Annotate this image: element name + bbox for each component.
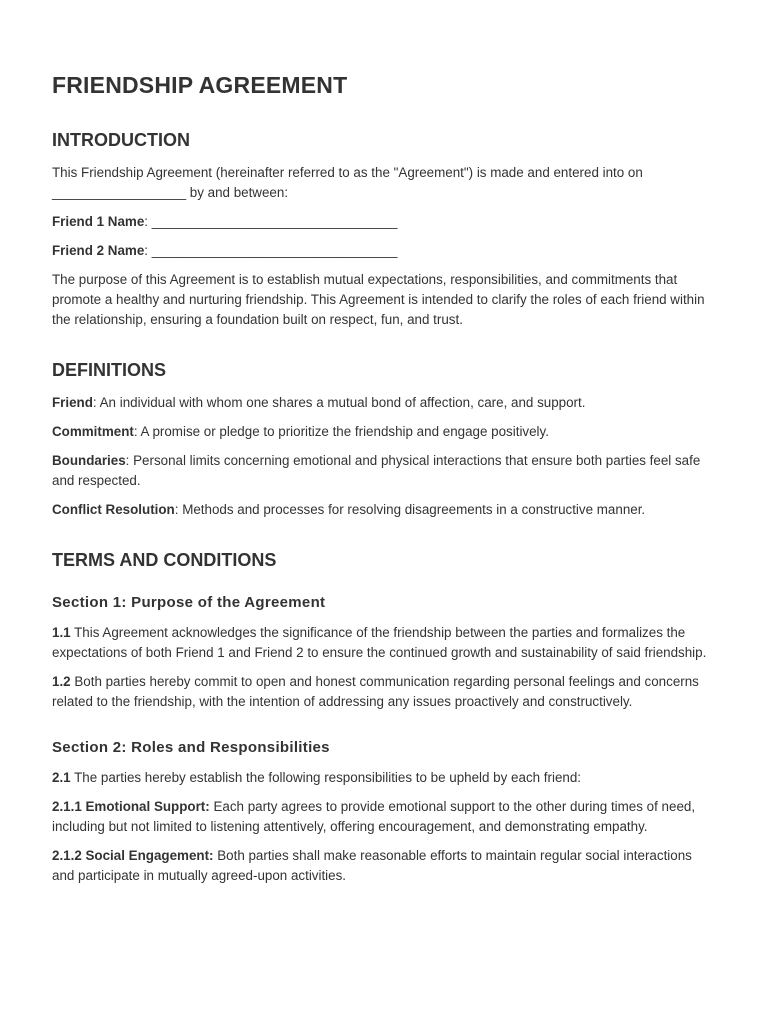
definition-text: : Personal limits concerning emotional and physical interactions that ensure both parties feel safe and respected. [52,453,701,488]
intro-paragraph: This Friendship Agreement (hereinafter referred to as the "Agreement") is made and entered into on __________________ by and between: [52,165,643,200]
clause-text: Each party agrees to provide emotional support to the other during times of need, including but not limited to listening attentively, offering encouragement, and demonstrating empathy. [52,799,696,834]
clause-text: This Agreement acknowledges the significance of the friendship between the parties and formalizes the expectations of both Friend 1 and Friend 2 to ensure the continued growth and sustainability of said friendship. [52,625,707,660]
definition-item [52,422,710,442]
clause-number: 2.1.1 Emotional Support: [52,799,210,814]
clause-number: 2.1.2 Social Engagement: [52,848,214,863]
terms-heading: TERMS AND CONDITIONS [52,550,277,570]
document-title: FRIENDSHIP AGREEMENT [52,72,348,98]
clause-text: The parties hereby establish the following responsibilities to be upheld by each friend: [70,770,582,785]
clause [52,846,710,886]
section2-heading: Section 2: Roles and Responsibilities [52,739,330,756]
friend2-label: Friend 2 Name [52,243,145,258]
clause-text: Both parties shall make reasonable efforts to maintain regular social interactions and participate in mutually agreed-upon activities. [52,848,692,883]
section1-heading: Section 1: Purpose of the Agreement [52,594,326,611]
definition-text: : A promise or pledge to prioritize the friendship and engage positively. [133,424,549,439]
definition-term: Boundaries [52,453,126,468]
definition-item [52,393,710,413]
clause-number: 2.1 [52,770,71,785]
clause [52,768,710,788]
friend2-line [52,241,710,261]
definitions-heading: DEFINITIONS [52,360,167,380]
definition-text: : An individual with whom one shares a mutual bond of affection, care, and support. [92,395,586,410]
definition-item [52,500,710,520]
friend1-blank: : _________________________________ [144,214,398,229]
friend1-line [52,212,710,232]
definition-term: Conflict Resolution [52,502,175,517]
clause [52,623,710,663]
definition-term: Commitment [52,424,134,439]
clause-number: 1.1 [52,625,71,640]
definition-item [52,451,710,491]
clause-text: Both parties hereby commit to open and honest communication regarding personal feelings and concerns related to the friendship, with the intention of addressing any issues proactively and constructively. [52,674,699,709]
introduction-heading: INTRODUCTION [52,130,190,150]
purpose-paragraph: The purpose of this Agreement is to establish mutual expectations, responsibilities, and commitments that promote a healthy and nurturing friendship. This Agreement is intended to clarify the roles of each friend within the relationship, ensuring a foundation built on respect, fun, and trust. [52,272,705,327]
friend2-blank: : _________________________________ [144,243,398,258]
friend1-label: Friend 1 Name [52,214,145,229]
clause [52,797,710,837]
definition-term: Friend [52,395,93,410]
definition-text: : Methods and processes for resolving disagreements in a constructive manner. [174,502,646,517]
clause-number: 1.2 [52,674,71,689]
clause [52,672,710,712]
